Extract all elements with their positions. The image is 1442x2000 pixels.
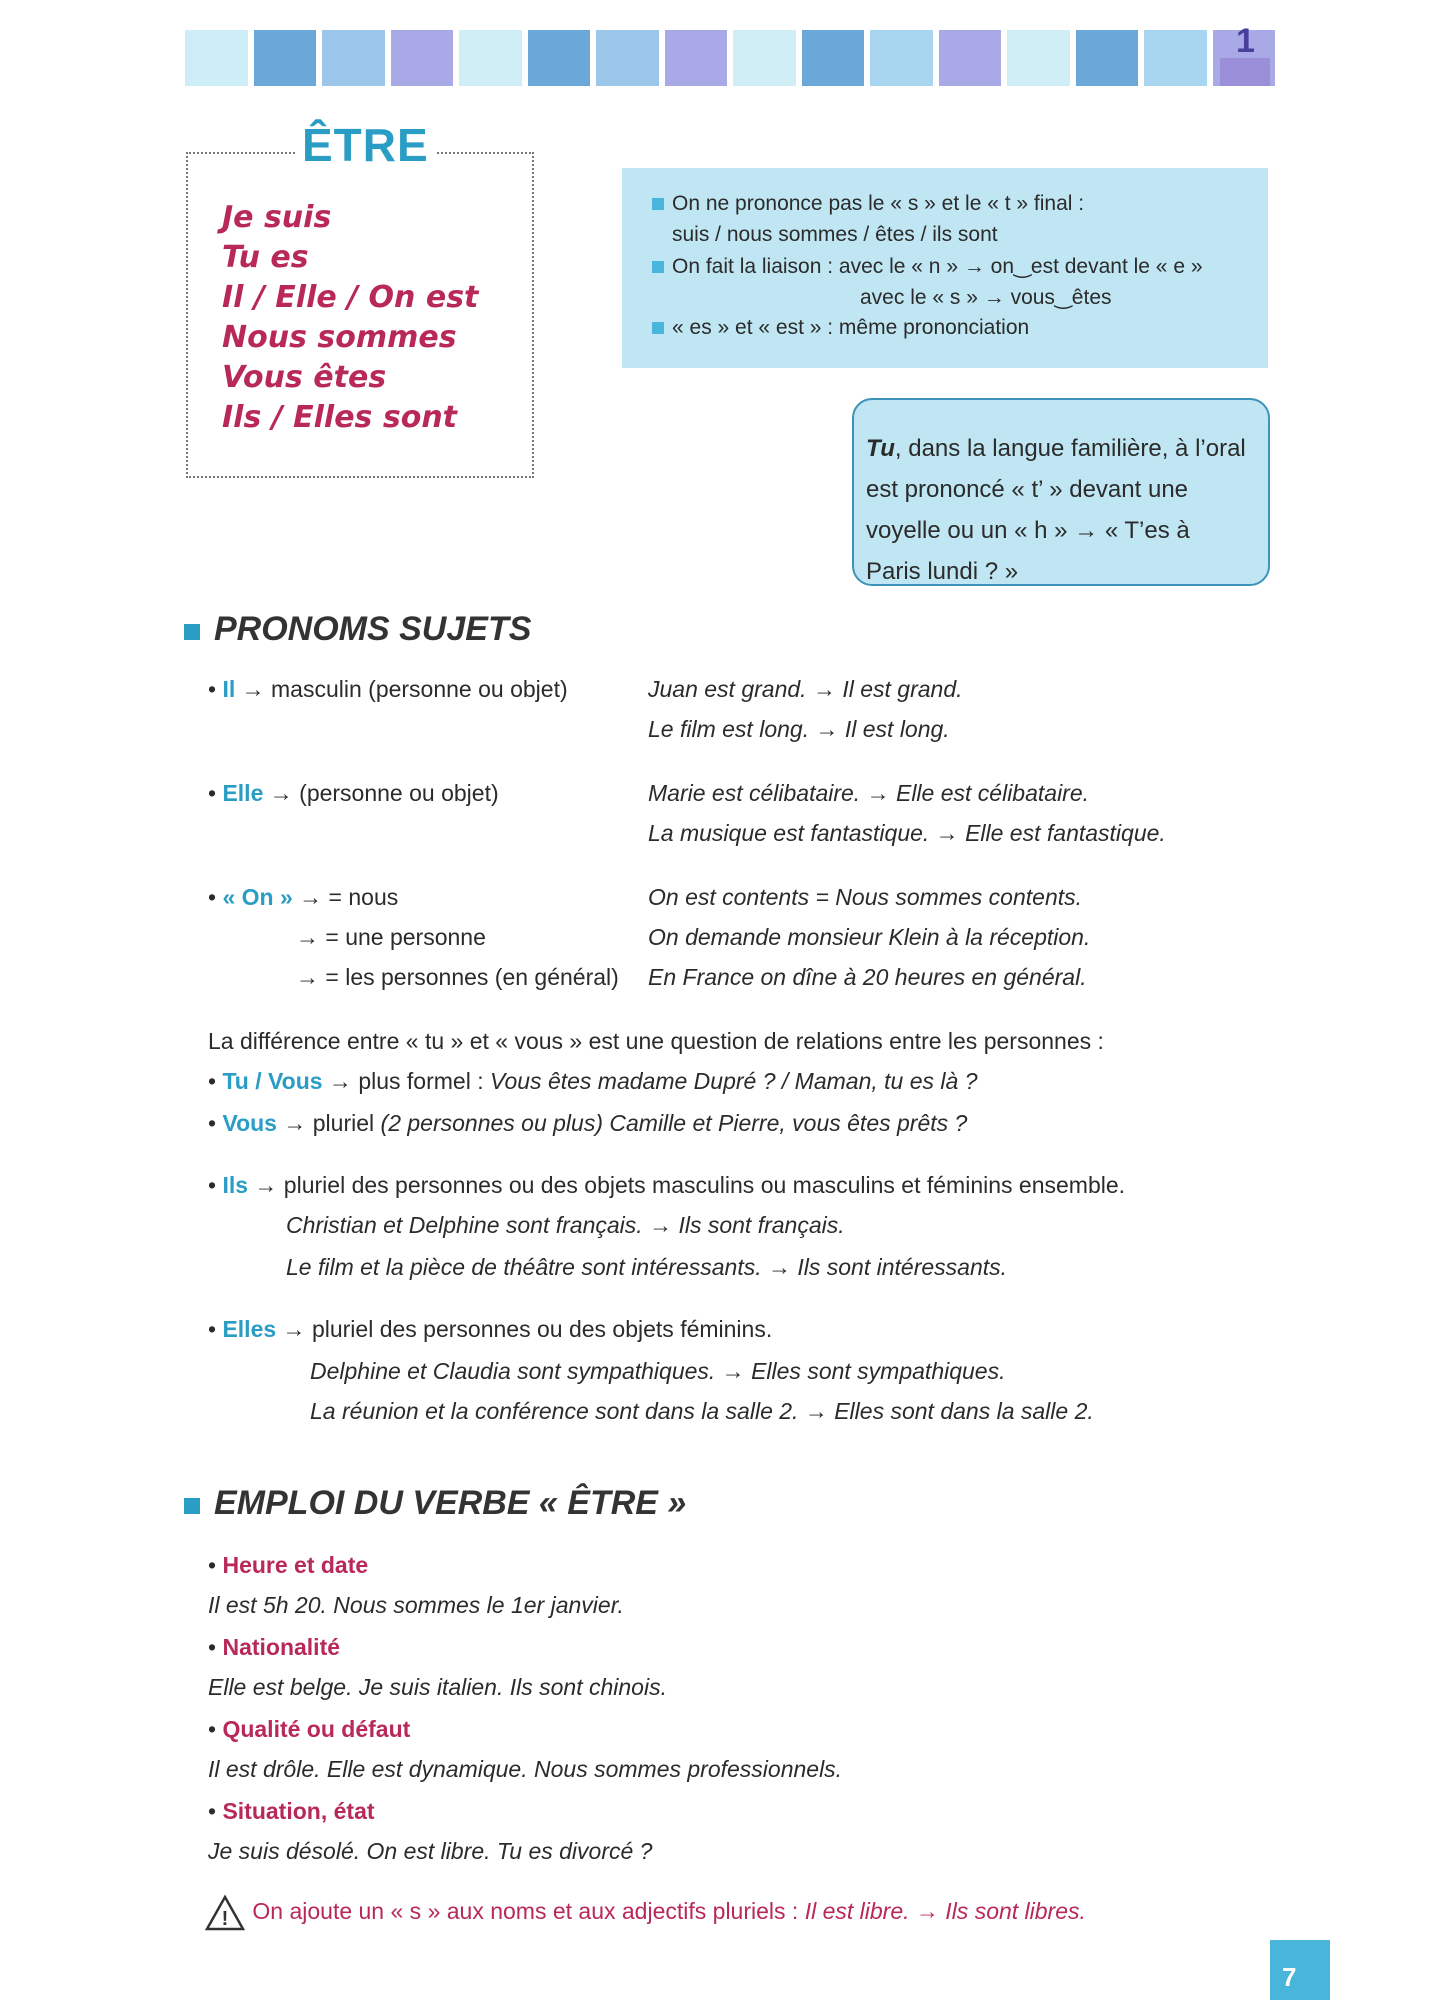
strip-tile bbox=[802, 30, 865, 86]
keyword: Elle bbox=[222, 780, 264, 806]
on-rule: • « On » → = nous bbox=[208, 884, 399, 910]
keyword: Tu / Vous bbox=[222, 1068, 323, 1094]
conjugation-line: Ils / Elles sont bbox=[222, 400, 458, 435]
pron-line: suis / nous sommes / êtes / ils sont bbox=[672, 223, 998, 246]
strip-tile bbox=[391, 30, 454, 86]
warning-text: On ajoute un « s » aux noms et aux adjectifs pluriels : bbox=[252, 1898, 805, 1925]
rule-desc: → pluriel bbox=[276, 1110, 381, 1136]
example: La musique est fantastique. → Elle est fantastique. bbox=[648, 820, 1166, 846]
conjugation-line: Tu es bbox=[222, 240, 309, 275]
chapter-tab bbox=[1220, 58, 1270, 86]
heading-text: PRONOMS SUJETS bbox=[214, 610, 532, 648]
keyword: Il bbox=[222, 676, 236, 702]
emploi-item-label: • Heure et date bbox=[208, 1552, 369, 1578]
tu-note-body: , dans la langue familière, à l’oral est prononcé « t’ » devant une voyelle ou un « h » → « T’es à Paris lundi ? » bbox=[866, 435, 1246, 585]
emploi-item-label: • Situation, état bbox=[208, 1798, 375, 1824]
heading-square-icon bbox=[184, 1498, 200, 1514]
header-color-strip bbox=[185, 30, 1275, 86]
example: (2 personnes ou plus) Camille et Pierre, vous êtes prêts ? bbox=[380, 1110, 968, 1136]
page-number: 7 bbox=[1282, 1962, 1297, 1992]
page-number-box bbox=[1270, 1940, 1330, 2000]
rule-desc: → = nous bbox=[292, 884, 399, 910]
example: La réunion et la conférence sont dans la salle 2. → Elles sont dans la salle 2. bbox=[310, 1398, 1094, 1424]
example: Le film et la pièce de théâtre sont intéressants. → Ils sont intéressants. bbox=[286, 1254, 1008, 1280]
warning-icon bbox=[204, 1894, 246, 1932]
rule-desc: → = une personne bbox=[296, 924, 486, 950]
strip-tile bbox=[1076, 30, 1139, 86]
conjugation-line: Je suis bbox=[222, 200, 332, 235]
il-rule: • Il → masculin (personne ou objet) bbox=[208, 676, 568, 702]
example: Juan est grand. → Il est grand. bbox=[648, 676, 963, 702]
tu-bold: Tu bbox=[866, 435, 895, 462]
emploi-item-example: Il est 5h 20. Nous sommes le 1er janvier. bbox=[208, 1592, 624, 1618]
pron-line: On fait la liaison : avec le « n » → on‿est devant le « e » bbox=[672, 255, 1203, 278]
pron-line: On ne prononce pas le « s » et le « t » final : bbox=[672, 192, 1085, 215]
heading-square-icon bbox=[184, 624, 200, 640]
strip-tile bbox=[733, 30, 796, 86]
tu-note-text bbox=[866, 428, 1246, 592]
etre-conjugation-list bbox=[222, 198, 478, 438]
bullet-square-icon bbox=[652, 322, 664, 334]
strip-tile bbox=[528, 30, 591, 86]
strip-tile bbox=[1144, 30, 1207, 86]
example: Christian et Delphine sont français. → Ils sont français. bbox=[286, 1212, 845, 1238]
strip-tile bbox=[254, 30, 317, 86]
example: Vous êtes madame Dupré ? / Maman, tu es là ? bbox=[489, 1068, 978, 1094]
strip-tile bbox=[596, 30, 659, 86]
keyword: Vous bbox=[222, 1110, 277, 1136]
strip-tile bbox=[185, 30, 248, 86]
section-heading-pronoms bbox=[184, 610, 531, 649]
conjugation-line: Vous êtes bbox=[222, 360, 387, 395]
emploi-item-label: • Nationalité bbox=[208, 1634, 341, 1660]
keyword: « On » bbox=[222, 884, 293, 910]
example: Delphine et Claudia sont sympathiques. → Elles sont sympathiques. bbox=[310, 1358, 1006, 1384]
ils-rule: • Ils → pluriel des personnes ou des objets masculins ou masculins et féminins ensemble. bbox=[208, 1172, 1126, 1198]
label: Heure et date bbox=[222, 1552, 369, 1578]
label: Situation, état bbox=[222, 1798, 375, 1824]
rule-desc: → masculin (personne ou objet) bbox=[235, 676, 568, 702]
rule-desc: → pluriel des personnes ou des objets féminins. bbox=[276, 1316, 773, 1342]
keyword: Ils bbox=[222, 1172, 249, 1198]
keyword: Elles bbox=[222, 1316, 277, 1342]
example: On est contents = Nous sommes contents. bbox=[648, 884, 1083, 910]
section-heading-emploi bbox=[184, 1484, 686, 1523]
strip-tile bbox=[1007, 30, 1070, 86]
vous-rule: • Vous → pluriel (2 personnes ou plus) Camille et Pierre, vous êtes prêts ? bbox=[208, 1110, 968, 1136]
pron-line: avec le « s » → vous‿êtes bbox=[860, 286, 1112, 309]
emploi-item-example: Je suis désolé. On est libre. Tu es divorcé ? bbox=[208, 1838, 653, 1864]
elles-rule: • Elles → pluriel des personnes ou des objets féminins. bbox=[208, 1316, 773, 1342]
strip-tile bbox=[459, 30, 522, 86]
strip-tile bbox=[939, 30, 1002, 86]
svg-text:!: ! bbox=[221, 1908, 229, 1930]
rule-desc: → plus formel : bbox=[322, 1068, 490, 1094]
warning-example: Il est libre. → Ils sont libres. bbox=[804, 1898, 1086, 1925]
chapter-number: 1 bbox=[1236, 22, 1255, 60]
bullet-square-icon bbox=[652, 261, 664, 273]
pronunciation-note bbox=[622, 168, 1268, 368]
strip-tile bbox=[665, 30, 728, 86]
emploi-item-example: Il est drôle. Elle est dynamique. Nous sommes professionnels. bbox=[208, 1756, 843, 1782]
heading-text: EMPLOI DU VERBE « ÊTRE » bbox=[214, 1484, 687, 1522]
label: Nationalité bbox=[222, 1634, 341, 1660]
pron-line: « es » et « est » : même prononciation bbox=[672, 316, 1030, 339]
emploi-item-label: • Qualité ou défaut bbox=[208, 1716, 411, 1742]
strip-tile bbox=[322, 30, 385, 86]
example: En France on dîne à 20 heures en général. bbox=[648, 964, 1087, 990]
example: On demande monsieur Klein à la réception. bbox=[648, 924, 1091, 950]
bullet-square-icon bbox=[652, 198, 664, 210]
conjugation-line: Nous sommes bbox=[222, 320, 457, 355]
emploi-item-example: Elle est belge. Je suis italien. Ils sont chinois. bbox=[208, 1674, 667, 1700]
rule-desc: → = les personnes (en général) bbox=[296, 964, 619, 990]
warning-note bbox=[204, 1894, 1086, 1932]
tu-vous-intro: La différence entre « tu » et « vous » est une question de relations entre les personnes : bbox=[208, 1028, 1104, 1054]
strip-tile bbox=[870, 30, 933, 86]
conjugation-line: Il / Elle / On est bbox=[222, 280, 479, 315]
etre-title: ÊTRE bbox=[296, 118, 435, 172]
label: Qualité ou défaut bbox=[222, 1716, 411, 1742]
example: Marie est célibataire. → Elle est célibataire. bbox=[648, 780, 1090, 806]
elle-rule: • Elle → (personne ou objet) bbox=[208, 780, 499, 806]
rule-desc: → pluriel des personnes ou des objets masculins ou masculins et féminins ensemble. bbox=[248, 1172, 1126, 1198]
example: Le film est long. → Il est long. bbox=[648, 716, 950, 742]
rule-desc: → (personne ou objet) bbox=[263, 780, 499, 806]
tu-vous-rule: • Tu / Vous → plus formel : Vous êtes madame Dupré ? / Maman, tu es là ? bbox=[208, 1068, 978, 1094]
